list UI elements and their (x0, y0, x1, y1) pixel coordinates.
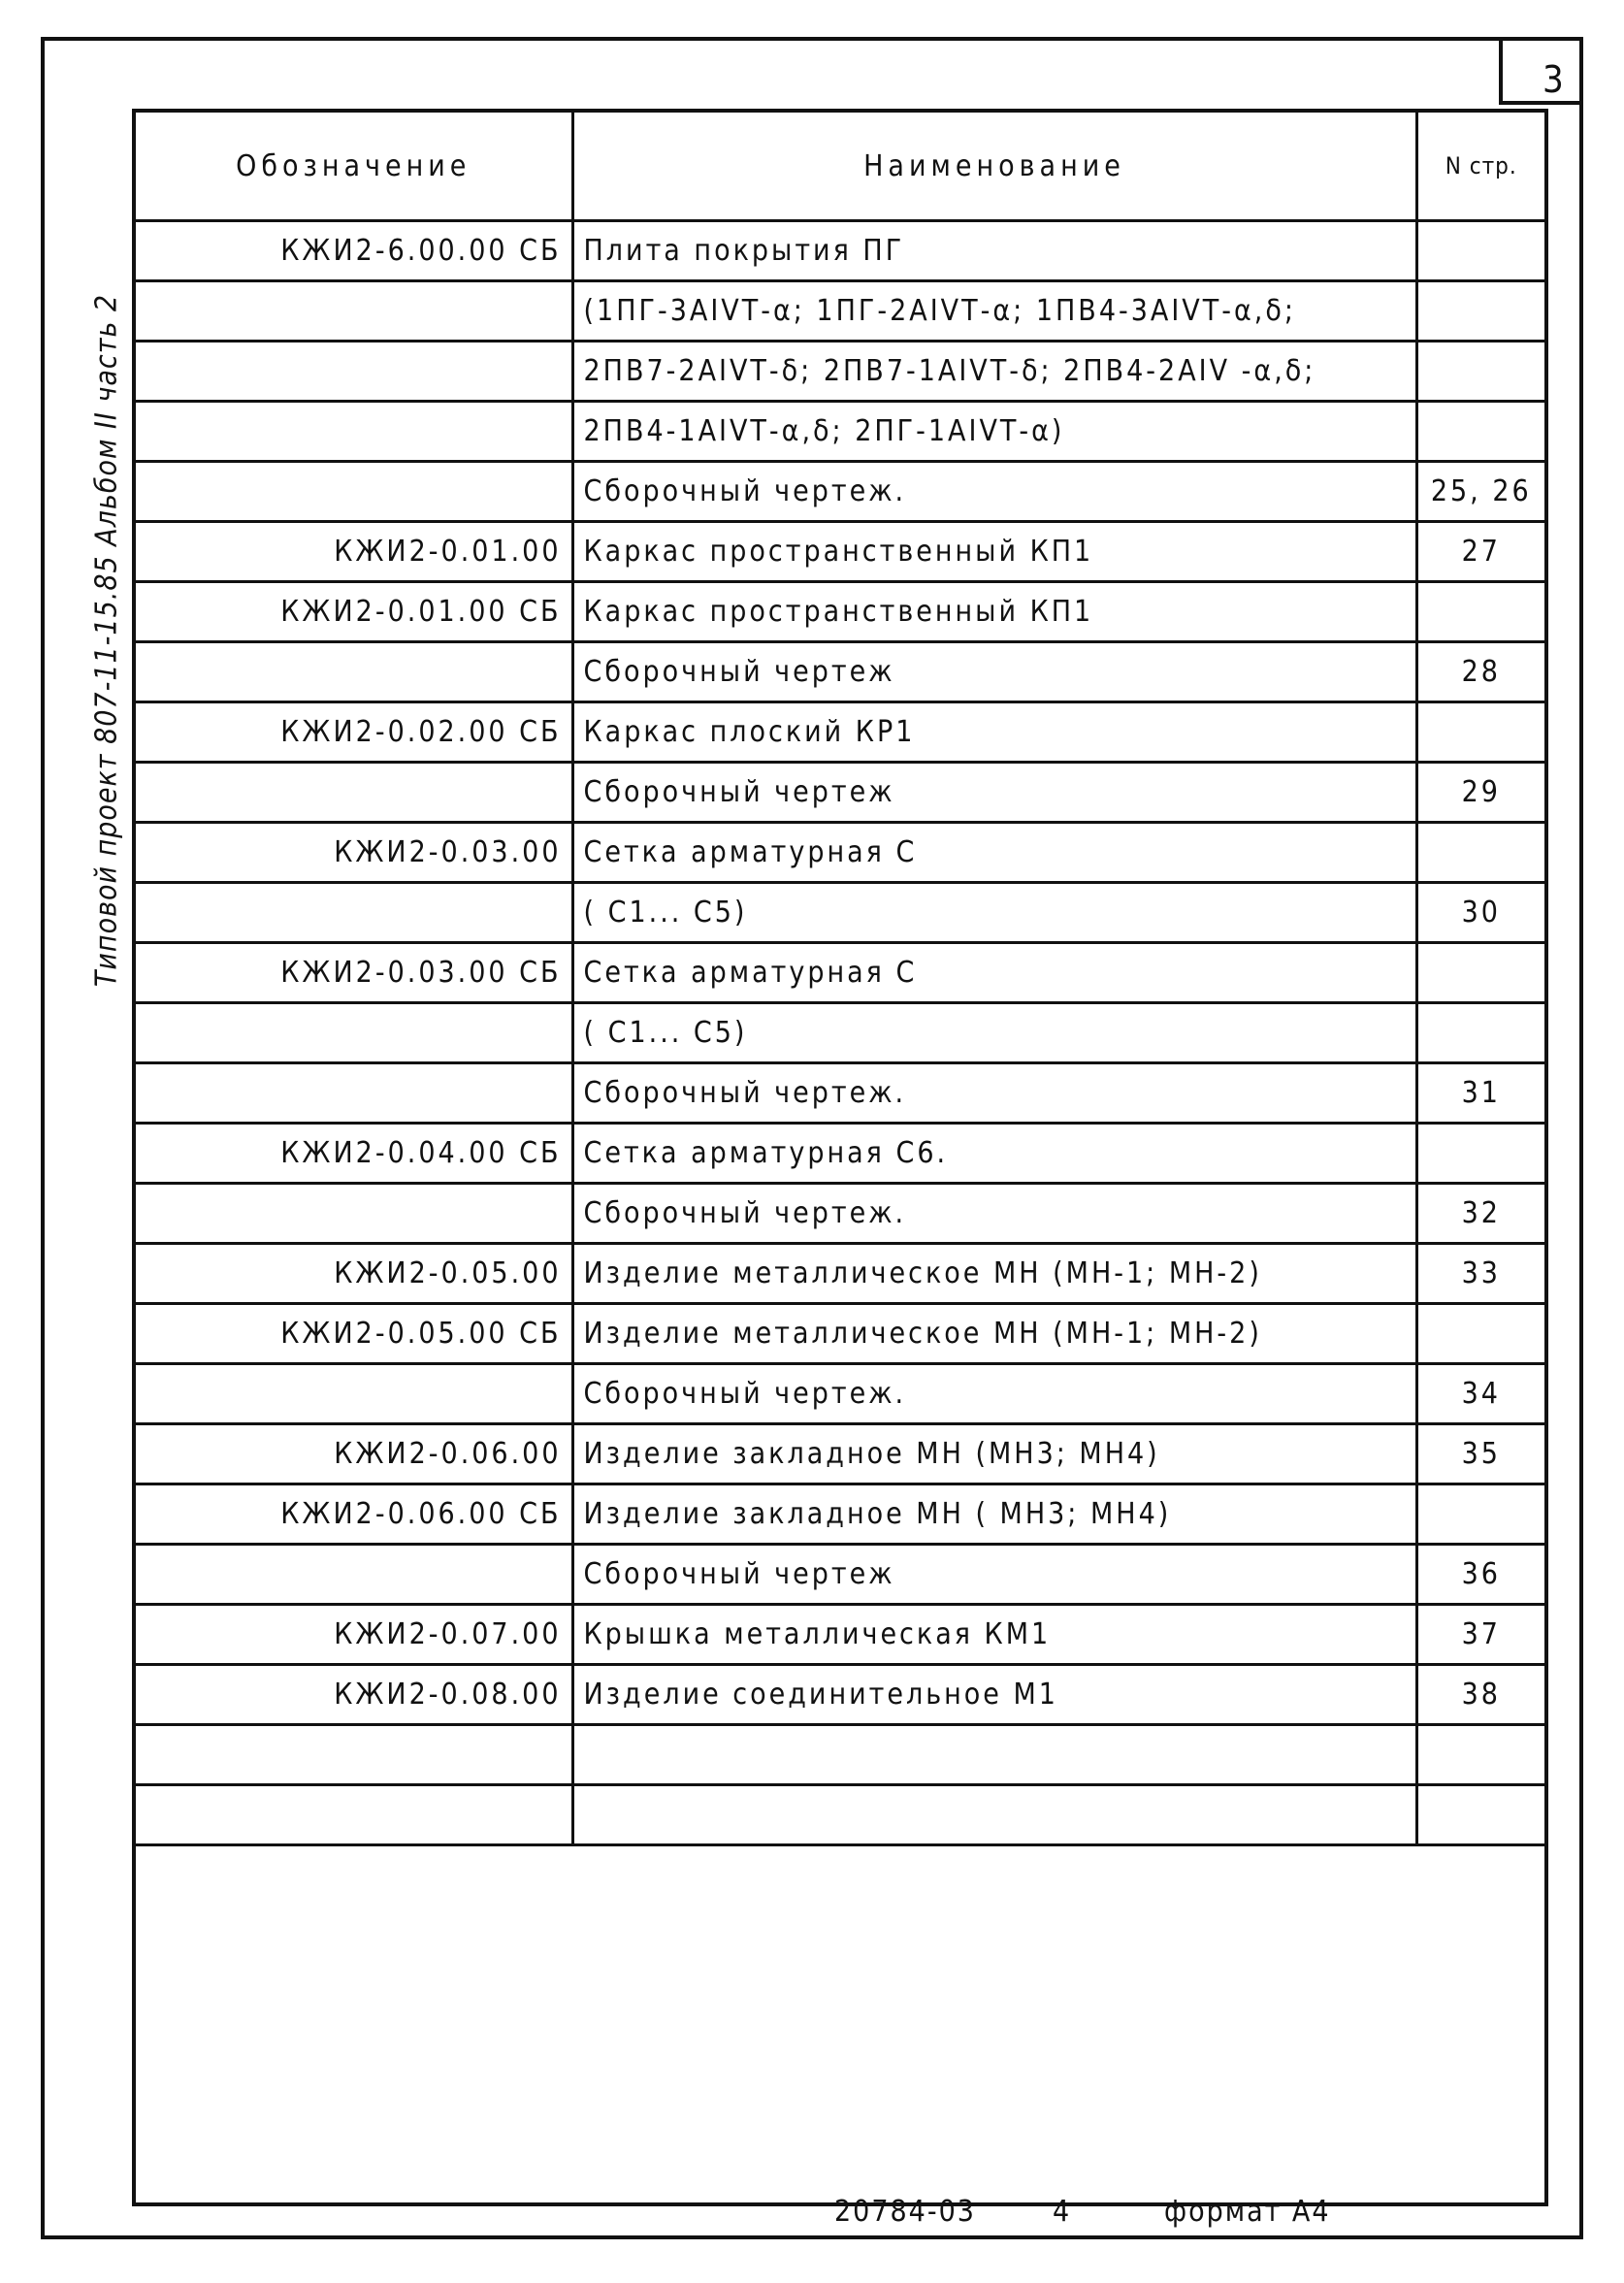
table-filler-row (136, 1785, 1544, 1845)
row-page: 36 (1416, 1545, 1544, 1605)
row-name (572, 1725, 1416, 1785)
table-row (136, 462, 1544, 522)
table-body (136, 221, 1544, 1845)
row-page (1416, 943, 1544, 1003)
row-code (136, 462, 572, 522)
row-name: Сборочный чертеж. (572, 1063, 1416, 1124)
row-page (1416, 823, 1544, 883)
header-page: N стр. (1416, 113, 1544, 221)
row-page: 25, 26 (1416, 462, 1544, 522)
row-name: Сборочный чертеж (572, 642, 1416, 702)
row-code (136, 883, 572, 943)
row-page (1416, 1484, 1544, 1545)
row-name: Каркас плоский КР1 (572, 702, 1416, 763)
row-page: 30 (1416, 883, 1544, 943)
row-name: Изделие закладное МН (МН3; МН4) (572, 1424, 1416, 1484)
table-row (136, 1304, 1544, 1364)
row-page: 38 (1416, 1665, 1544, 1725)
row-code (136, 342, 572, 402)
row-page (1416, 1725, 1544, 1785)
row-name: Сетка арматурная С (572, 823, 1416, 883)
row-code (136, 1364, 572, 1424)
table-row (136, 342, 1544, 402)
filler-cell (1416, 1785, 1544, 1845)
footer-page: 4 (1053, 2195, 1072, 2229)
row-page: 27 (1416, 522, 1544, 582)
row-code (136, 1184, 572, 1244)
row-name: Сетка арматурная С6. (572, 1124, 1416, 1184)
row-code: КЖИ2-0.05.00 СБ (136, 1304, 572, 1364)
row-code (136, 1725, 572, 1785)
filler-cell (572, 1785, 1416, 1845)
row-page (1416, 1003, 1544, 1063)
row-page (1416, 1124, 1544, 1184)
row-page (1416, 342, 1544, 402)
row-name: Сборочный чертеж. (572, 1184, 1416, 1244)
row-name: 2ПВ7-2АIVТ-δ; 2ПВ7-1АIVТ-δ; 2ПВ4-2АIV -α,δ; (572, 342, 1416, 402)
sheet-number: 3 (1543, 58, 1564, 101)
row-name: 2ПВ4-1АIVТ-α,δ; 2ПГ-1АIVТ-α) (572, 402, 1416, 462)
row-name: Изделие соединительное М1 (572, 1665, 1416, 1725)
row-name: Плита покрытия ПГ (572, 221, 1416, 281)
table-row (136, 281, 1544, 342)
row-code (136, 402, 572, 462)
row-name: Крышка металлическая КМ1 (572, 1605, 1416, 1665)
table-row (136, 1124, 1544, 1184)
row-page: 31 (1416, 1063, 1544, 1124)
row-page: 34 (1416, 1364, 1544, 1424)
table-row (136, 642, 1544, 702)
row-code: КЖИ2-0.01.00 СБ (136, 582, 572, 642)
row-name: Сборочный чертеж (572, 763, 1416, 823)
table-row (136, 1484, 1544, 1545)
table-row (136, 702, 1544, 763)
table-row (136, 823, 1544, 883)
row-page (1416, 221, 1544, 281)
row-code: КЖИ2-0.03.00 (136, 823, 572, 883)
row-page: 32 (1416, 1184, 1544, 1244)
row-code: КЖИ2-6.00.00 СБ (136, 221, 572, 281)
row-name: Изделие металлическое МН (МН-1; МН-2) (572, 1244, 1416, 1304)
row-name: Каркас пространственный КП1 (572, 522, 1416, 582)
row-code: КЖИ2-0.06.00 (136, 1424, 572, 1484)
table-row (136, 402, 1544, 462)
row-code: КЖИ2-0.05.00 (136, 1244, 572, 1304)
header-name: Наименование (572, 113, 1416, 221)
table-row (136, 883, 1544, 943)
row-page (1416, 582, 1544, 642)
row-name: Сетка арматурная С (572, 943, 1416, 1003)
table-row (136, 1665, 1544, 1725)
table-row (136, 221, 1544, 281)
header-designation: Обозначение (136, 113, 572, 221)
row-page: 33 (1416, 1244, 1544, 1304)
table-row (136, 1424, 1544, 1484)
row-code: КЖИ2-0.06.00 СБ (136, 1484, 572, 1545)
table-row (136, 1184, 1544, 1244)
row-code (136, 1003, 572, 1063)
row-page (1416, 1304, 1544, 1364)
table-row (136, 1545, 1544, 1605)
row-page: 28 (1416, 642, 1544, 702)
table-row (136, 1244, 1544, 1304)
table-row (136, 582, 1544, 642)
table-row (136, 1364, 1544, 1424)
row-code: КЖИ2-0.01.00 (136, 522, 572, 582)
row-code: КЖИ2-0.08.00 (136, 1665, 572, 1725)
row-page (1416, 281, 1544, 342)
row-name: ( С1... С5) (572, 883, 1416, 943)
footer-format: формат А4 (1164, 2195, 1331, 2229)
row-name: (1ПГ-3АIVТ-α; 1ПГ-2АIVТ-α; 1ПВ4-3АIVТ-α,δ; (572, 281, 1416, 342)
table-header-row (136, 113, 1544, 221)
row-code (136, 1545, 572, 1605)
row-code (136, 281, 572, 342)
row-name: Сборочный чертеж. (572, 1364, 1416, 1424)
row-name: Изделие закладное МН ( МН3; МН4) (572, 1484, 1416, 1545)
table-row (136, 1605, 1544, 1665)
row-name: Каркас пространственный КП1 (572, 582, 1416, 642)
row-name: ( С1... С5) (572, 1003, 1416, 1063)
row-page: 35 (1416, 1424, 1544, 1484)
row-name: Сборочный чертеж. (572, 462, 1416, 522)
row-code: КЖИ2-0.02.00 СБ (136, 702, 572, 763)
row-code (136, 1063, 572, 1124)
row-name: Сборочный чертеж (572, 1545, 1416, 1605)
specification-table (136, 113, 1544, 1846)
row-code (136, 763, 572, 823)
table-row (136, 1725, 1544, 1785)
side-stamp: Типовой проект 807-11-15.85 Альбом II часть 2 (89, 293, 124, 988)
table-row (136, 522, 1544, 582)
filler-cell (136, 1785, 572, 1845)
row-page (1416, 402, 1544, 462)
row-code (136, 642, 572, 702)
row-page (1416, 702, 1544, 763)
table-row (136, 1063, 1544, 1124)
row-name: Изделие металлическое МН (МН-1; МН-2) (572, 1304, 1416, 1364)
sheet-number-box (1499, 37, 1583, 105)
footer-doc-code: 20784-03 (834, 2195, 976, 2229)
table-row (136, 1003, 1544, 1063)
row-code: КЖИ2-0.04.00 СБ (136, 1124, 572, 1184)
row-code: КЖИ2-0.03.00 СБ (136, 943, 572, 1003)
table-row (136, 763, 1544, 823)
table-row (136, 943, 1544, 1003)
row-code: КЖИ2-0.07.00 (136, 1605, 572, 1665)
row-page: 37 (1416, 1605, 1544, 1665)
row-page: 29 (1416, 763, 1544, 823)
